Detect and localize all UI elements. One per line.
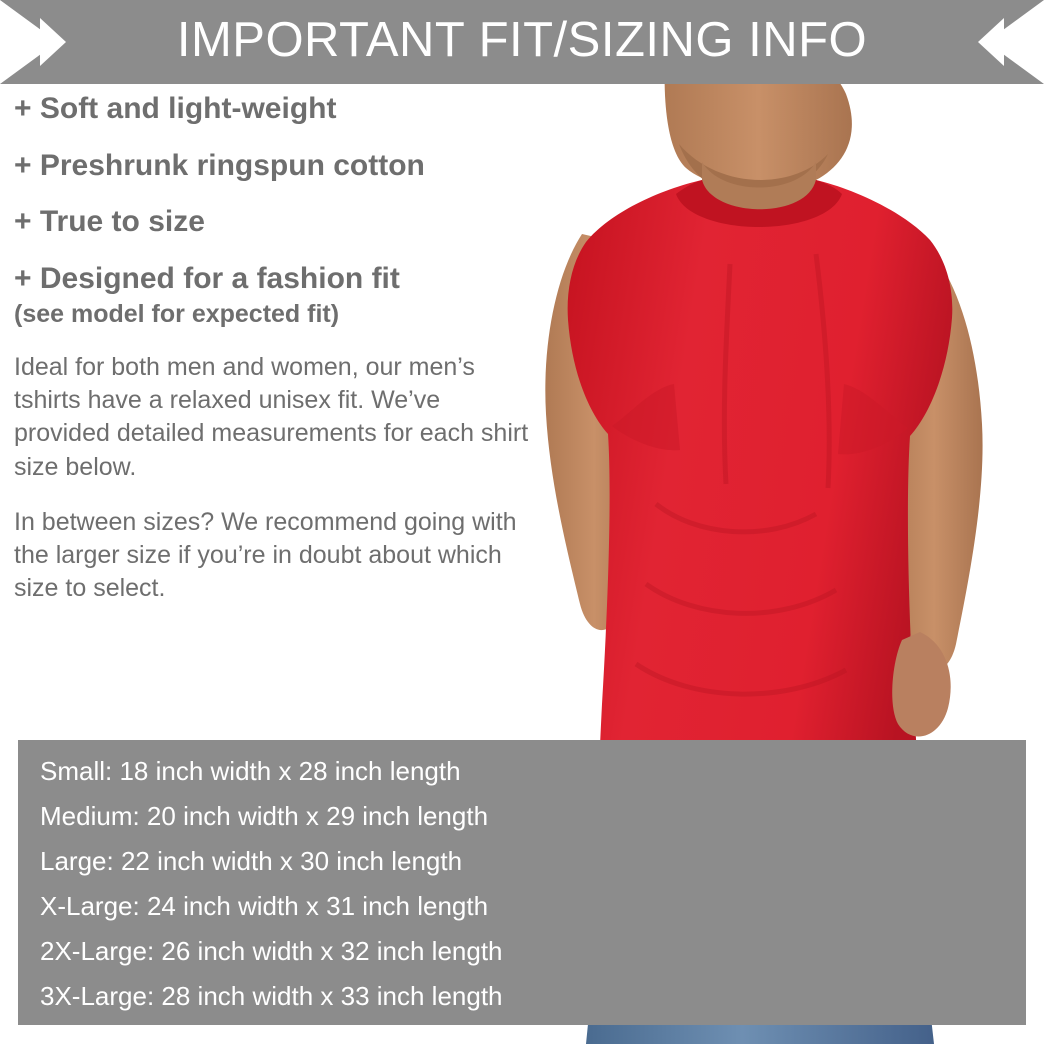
description-paragraph-1: Ideal for both men and women, our men’s tshirts have a relaxed unisex fit. We’ve provided detailed measurements for each shirt size below. bbox=[14, 352, 529, 481]
feature-note: (see model for expected fit) bbox=[14, 300, 340, 328]
feature-item-4: + Designed for a fashion fit bbox=[14, 261, 400, 295]
header-banner bbox=[0, 0, 1044, 84]
size-row-medium: Medium: 20 inch width x 29 inch length bbox=[40, 801, 489, 831]
page-title: IMPORTANT FIT/SIZING INFO bbox=[176, 12, 868, 67]
size-row-xlarge: X-Large: 24 inch width x 31 inch length bbox=[40, 891, 489, 921]
size-row-small: Small: 18 inch width x 28 inch length bbox=[40, 756, 461, 786]
fit-info-copy bbox=[14, 92, 574, 628]
size-row-2xlarge: 2X-Large: 26 inch width x 32 inch length bbox=[40, 936, 503, 966]
feature-item-3: + True to size bbox=[14, 205, 205, 238]
feature-item-2: + Preshrunk ringspun cotton bbox=[14, 148, 425, 182]
size-row-3xlarge: 3X-Large: 28 inch width x 33 inch length bbox=[40, 981, 503, 1011]
description-paragraph-2: In between sizes? We recommend going with the larger size if you’re in doubt about which size to select. bbox=[14, 507, 517, 603]
size-row-large: Large: 22 inch width x 30 inch length bbox=[40, 846, 463, 876]
feature-item-1: + Soft and light-weight bbox=[14, 92, 337, 125]
size-chart bbox=[18, 740, 1026, 1025]
